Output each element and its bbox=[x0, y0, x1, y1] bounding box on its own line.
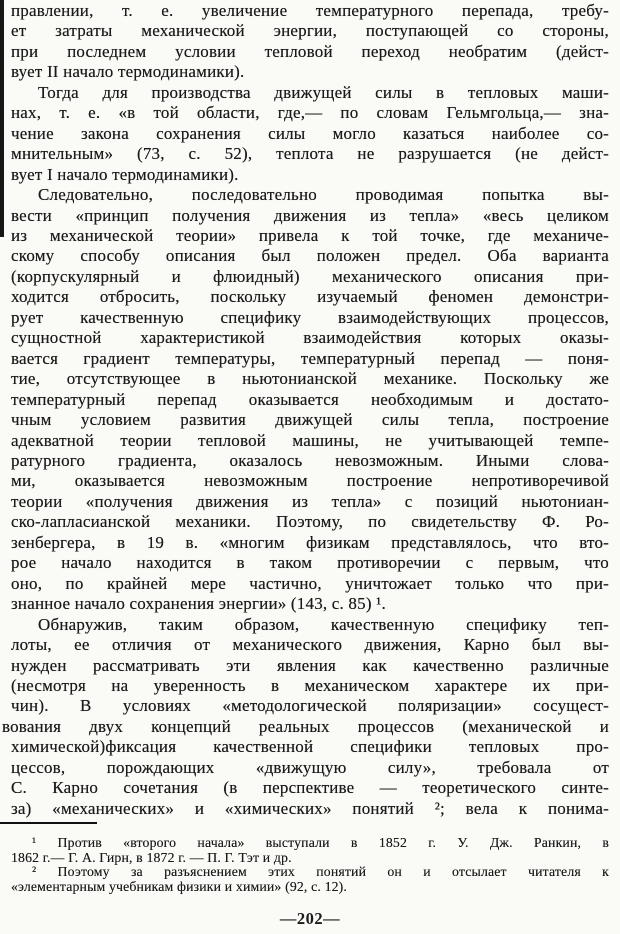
body-text-line: сущностной характеристикой взаимодействия которых оказы- bbox=[11, 328, 609, 348]
body-text-line: рое начало находится в таком противоречии с первым, что bbox=[11, 553, 609, 573]
body-text-line: ми, оказывается невозможным построение непротиворечивой bbox=[11, 471, 609, 491]
footnote-separator-rule bbox=[0, 822, 97, 824]
body-text-line: из механической теории» привела к той точке, где механиче- bbox=[11, 225, 609, 245]
page-number: —202— bbox=[279, 909, 341, 928]
body-text-line: теории «получения движения из тепла» с позиций ньютониан- bbox=[11, 491, 609, 511]
body-text-line: ско-лапласианской механики. Поэтому, по свидетельству Ф. Ро- bbox=[11, 512, 609, 532]
footnote-line: 1862 г.— Г. А. Гирн, в 1872 г. — П. Г. Тэт и др. bbox=[11, 849, 292, 865]
body-text-line: цессов, порождающих «движущую силу», требовала от bbox=[11, 757, 609, 777]
body-text-line: вует I начало термодинамики). bbox=[11, 164, 239, 184]
body-text-line: тие, отсутствующее в ньютонианской механике. Поскольку же bbox=[11, 369, 609, 389]
body-text-line: Обнаружив, таким образом, качественную специфику теп- bbox=[38, 614, 609, 634]
body-text-line: (корпускулярный и флюидный) механического описания при- bbox=[11, 266, 609, 286]
body-text-line: вует II начало термодинамики). bbox=[11, 62, 245, 82]
body-text-line: чным условием развития движущей силы тепла, построение bbox=[11, 410, 609, 430]
body-text-line: вования двух концепций реальных процессов (механической и bbox=[2, 716, 609, 736]
body-text-line: Тогда для производства движущей силы в тепловых маши- bbox=[38, 82, 609, 102]
body-text-line: Следовательно, последовательно проводимая попытка вы- bbox=[38, 185, 609, 205]
footnote-line: «элементарным учебникам физики и химии» (92, с. 12). bbox=[11, 878, 348, 894]
body-text-line: нужден рассматривать эти явления как качественно различные bbox=[11, 655, 609, 675]
body-text-line: за) «механических» и «химических» понятий ²; вела к понима- bbox=[11, 798, 609, 818]
scan-edge-artifact bbox=[0, 0, 4, 237]
body-text-line: рует качественную специфику взаимодействующих процессов, bbox=[11, 307, 609, 327]
footnote-line: ¹ Против «второго начала» выступали в 1852 г. У. Дж. Ранкин, в bbox=[32, 835, 609, 850]
footnotes bbox=[11, 836, 609, 894]
body-text-line: ратурного градиента, оказалось невозможным. Иными слова- bbox=[11, 450, 609, 470]
body-text-line: знанное начало сохранения энергии» (143, с. 85) ¹. bbox=[11, 594, 386, 614]
body-text-line: адекватной теории тепловой машины, не учитывающей темпе- bbox=[11, 430, 609, 450]
footnote-line: ² Поэтому за разъяснением этих понятий он и отсылает читателя к bbox=[32, 864, 609, 880]
body-text-line: нах, т. е. «в той области, где,— по словам Гельмгольца,— зна- bbox=[11, 103, 609, 123]
body-text-line: химической)фиксация качественной специфики тепловых про- bbox=[11, 737, 609, 757]
body-text-line: лоты, ее отличия от механического движения, Карно был вы- bbox=[11, 635, 609, 655]
body-text-line: чение закона сохранения силы могло казаться наиболее со- bbox=[11, 123, 609, 143]
body-text-line: мнительным» (73, с. 52), теплота не разрушается (не дейст- bbox=[11, 144, 609, 164]
body-text-line: ет затраты механической энергии, поступающей со стороны, bbox=[11, 21, 609, 41]
body-text-line: температурный перепад оказывается необходимым и достато- bbox=[11, 389, 609, 409]
body-text-line: правлении, т. е. увеличение температурного перепада, требу- bbox=[11, 1, 609, 20]
body-text-line: оно, по крайней мере частично, уничтожает только что при- bbox=[11, 573, 609, 593]
body-text-line: чин). В условиях «методологической поляризации» сосущест- bbox=[11, 696, 609, 716]
body-text-line: ходится отбросить, поскольку изучаемый феномен демонстри- bbox=[11, 287, 609, 307]
body-text-line: С. Карно сочетания (в перспективе — теоретического синте- bbox=[11, 778, 609, 798]
body-text-line: скому способу описания был положен предел. Оба варианта bbox=[11, 246, 609, 266]
body-text-line: (несмотря на уверенность в механическом характере их при- bbox=[11, 675, 609, 695]
body-text-line: зенбергера, в 19 в. «многим физикам представлялось, что вто- bbox=[11, 532, 609, 552]
body-text-line: вается градиент температуры, температурный перепад — поня- bbox=[11, 348, 609, 368]
body-text-line: вести «принцип получения движения из тепла» «весь целиком bbox=[11, 205, 609, 225]
body-text bbox=[2, 1, 609, 819]
body-text-line: при последнем условии тепловой переход необратим (дейст- bbox=[11, 41, 609, 61]
